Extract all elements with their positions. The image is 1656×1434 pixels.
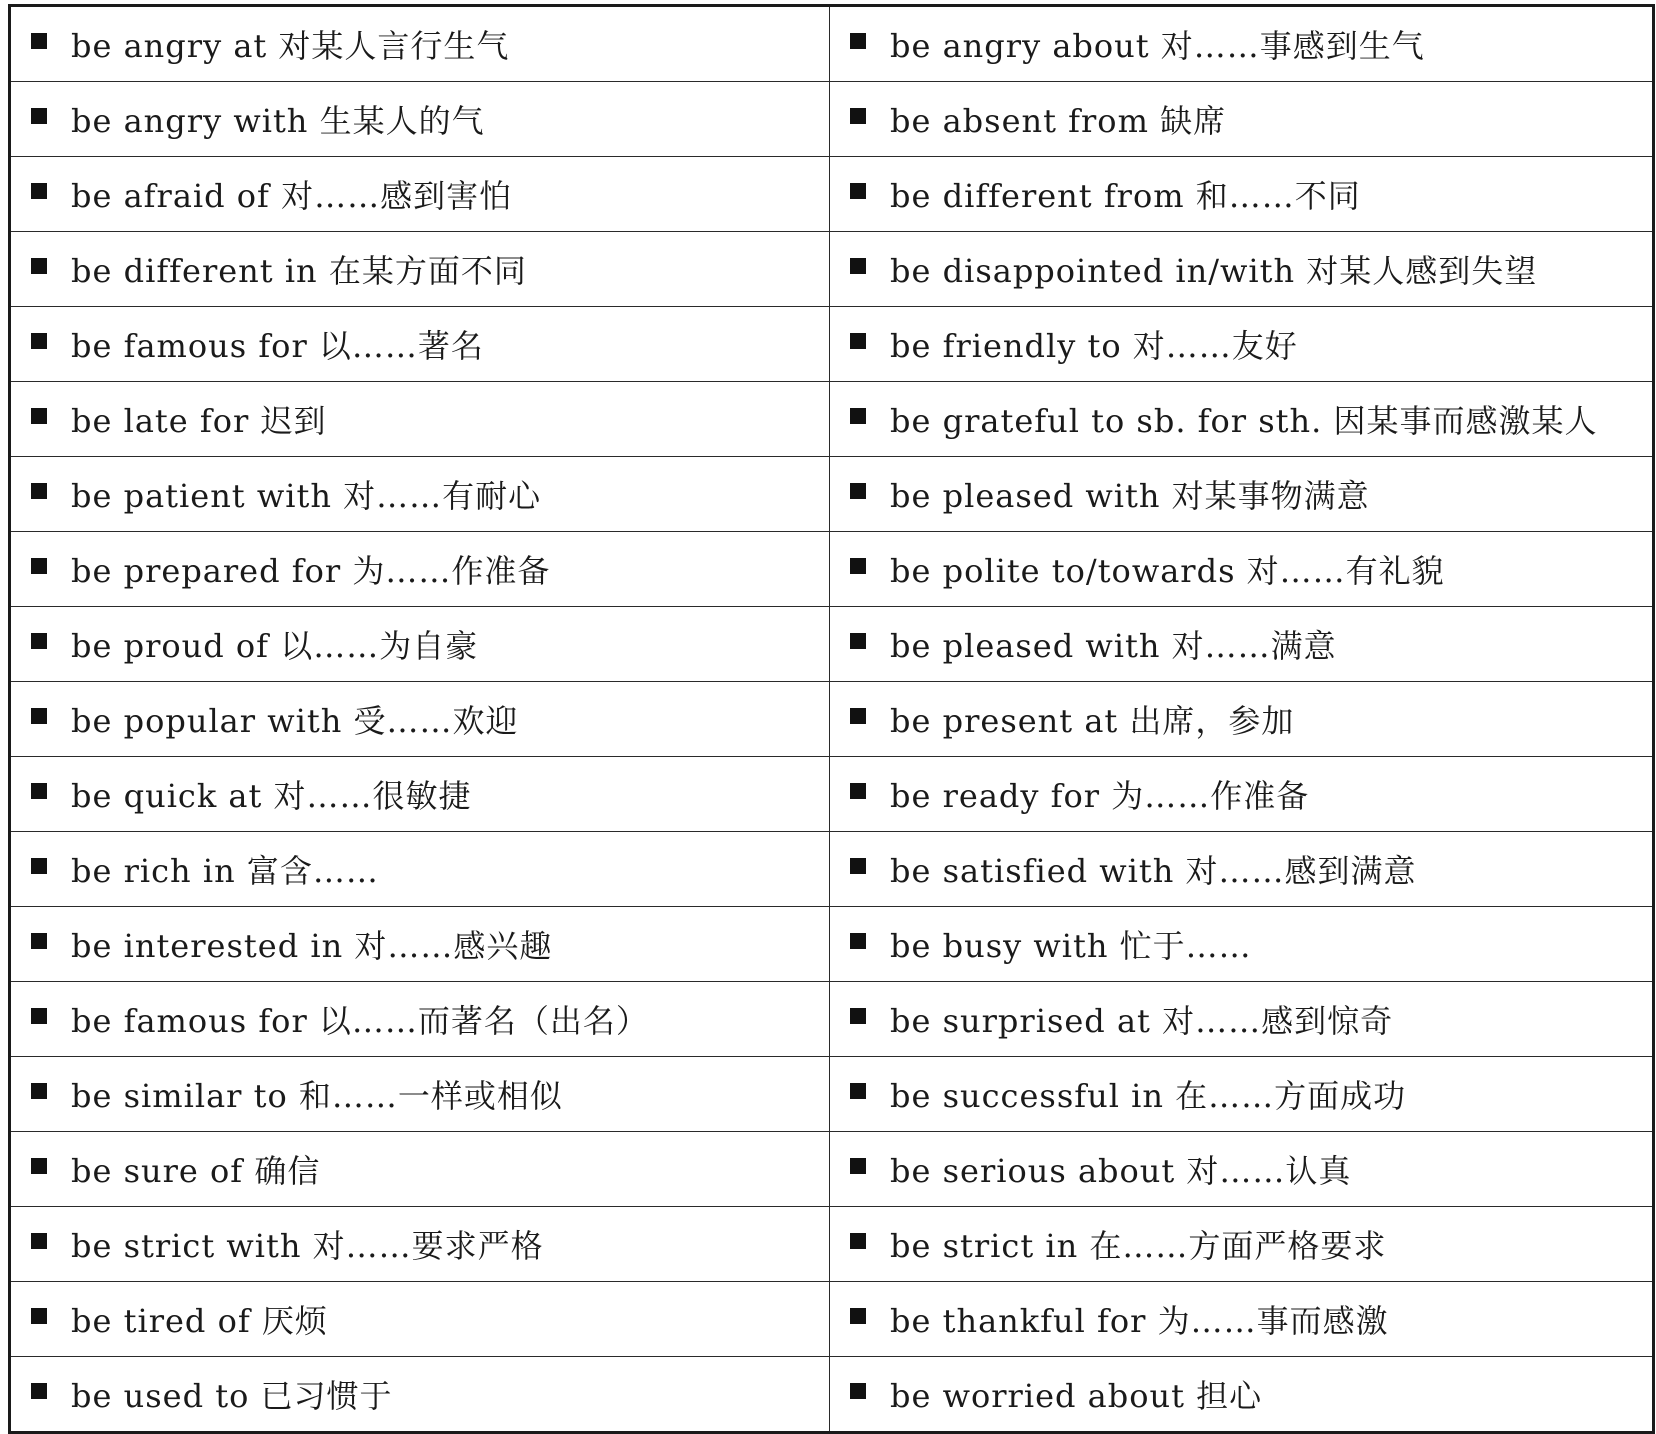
table-row [10, 232, 1654, 307]
phrase-cell-left [10, 607, 830, 682]
phrase-cell-left [10, 532, 830, 607]
table-row [10, 1357, 1654, 1433]
square-bullet-icon [850, 1158, 866, 1174]
phrase-text: be present at 出席，参加 [890, 702, 1295, 740]
phrase-text: be popular with 受……欢迎 [71, 702, 519, 740]
phrase-text: be surprised at 对……感到惊奇 [890, 1002, 1394, 1040]
square-bullet-icon [850, 783, 866, 799]
phrase-cell-left [10, 6, 830, 82]
phrase-text: be late for 迟到 [71, 402, 327, 440]
square-bullet-icon [31, 633, 47, 649]
phrase-cell-right [830, 1057, 1654, 1132]
square-bullet-icon [850, 108, 866, 124]
phrase-text: be used to 已习惯于 [71, 1377, 393, 1415]
phrase-cell-left [10, 307, 830, 382]
phrase-cell-left [10, 907, 830, 982]
phrase-text: be similar to 和……一样或相似 [71, 1077, 563, 1115]
phrase-text: be afraid of 对……感到害怕 [71, 177, 513, 215]
phrase-text: be famous for 以……而著名（出名） [71, 1002, 649, 1040]
phrase-cell-right [830, 607, 1654, 682]
square-bullet-icon [31, 408, 47, 424]
phrase-text: be strict in 在……方面严格要求 [890, 1227, 1387, 1265]
square-bullet-icon [31, 108, 47, 124]
square-bullet-icon [31, 558, 47, 574]
square-bullet-icon [850, 708, 866, 724]
phrase-text: be successful in 在……方面成功 [890, 1077, 1407, 1115]
phrase-cell-left [10, 457, 830, 532]
square-bullet-icon [850, 483, 866, 499]
square-bullet-icon [850, 633, 866, 649]
phrase-text: be absent from 缺席 [890, 102, 1227, 140]
phrase-text: be grateful to sb. for sth. 因某事而感激某人 [890, 402, 1598, 440]
phrase-text: be patient with 对……有耐心 [71, 477, 542, 515]
table-body [10, 6, 1654, 1433]
square-bullet-icon [31, 1308, 47, 1324]
square-bullet-icon [850, 1083, 866, 1099]
square-bullet-icon [31, 1383, 47, 1399]
square-bullet-icon [850, 33, 866, 49]
phrase-cell-left [10, 382, 830, 457]
phrase-cell-right [830, 382, 1654, 457]
phrase-cell-right [830, 457, 1654, 532]
phrase-text: be busy with 忙于…… [890, 927, 1252, 965]
phrase-cell-right [830, 82, 1654, 157]
square-bullet-icon [850, 1383, 866, 1399]
phrase-text: be polite to/towards 对……有礼貌 [890, 552, 1445, 590]
phrase-text: be rich in 富含…… [71, 852, 379, 890]
table-row [10, 982, 1654, 1057]
square-bullet-icon [850, 558, 866, 574]
phrase-cell-right [830, 1282, 1654, 1357]
square-bullet-icon [850, 408, 866, 424]
phrase-text: be different in 在某方面不同 [71, 252, 527, 290]
phrase-cell-right [830, 1132, 1654, 1207]
table-row [10, 157, 1654, 232]
phrase-cell-right [830, 832, 1654, 907]
phrase-cell-left [10, 757, 830, 832]
table-row [10, 1132, 1654, 1207]
phrase-cell-right [830, 1357, 1654, 1433]
phrase-cell-right [830, 157, 1654, 232]
phrase-text: be interested in 对……感兴趣 [71, 927, 553, 965]
table-row [10, 382, 1654, 457]
square-bullet-icon [31, 483, 47, 499]
phrase-cell-right [830, 757, 1654, 832]
square-bullet-icon [850, 933, 866, 949]
square-bullet-icon [850, 183, 866, 199]
square-bullet-icon [31, 1083, 47, 1099]
phrase-text: be pleased with 对某事物满意 [890, 477, 1370, 515]
phrase-cell-left [10, 832, 830, 907]
phrase-cell-left [10, 1357, 830, 1433]
phrase-cell-left [10, 82, 830, 157]
phrase-cell-right [830, 982, 1654, 1057]
phrase-cell-right [830, 682, 1654, 757]
phrase-text: be pleased with 对……满意 [890, 627, 1337, 665]
phrase-cell-left [10, 1207, 830, 1282]
phrase-text: be strict with 对……要求严格 [71, 1227, 544, 1265]
phrase-text: be thankful for 为……事而感激 [890, 1302, 1389, 1340]
phrase-text: be angry at 对某人言行生气 [71, 27, 510, 65]
phrase-cell-right [830, 1207, 1654, 1282]
square-bullet-icon [31, 183, 47, 199]
square-bullet-icon [850, 1233, 866, 1249]
square-bullet-icon [31, 858, 47, 874]
phrase-cell-left [10, 157, 830, 232]
phrase-text: be worried about 担心 [890, 1377, 1263, 1415]
table-row [10, 6, 1654, 82]
phrase-cell-left [10, 1057, 830, 1132]
phrase-cell-left [10, 1132, 830, 1207]
phrase-cell-right [830, 307, 1654, 382]
phrase-cell-left [10, 682, 830, 757]
phrase-cell-right [830, 532, 1654, 607]
phrase-text: be tired of 厌烦 [71, 1302, 328, 1340]
square-bullet-icon [31, 933, 47, 949]
phrase-cell-left [10, 1282, 830, 1357]
table-row [10, 682, 1654, 757]
phrase-table [8, 4, 1655, 1434]
phrase-text: be satisfied with 对……感到满意 [890, 852, 1417, 890]
phrase-text: be angry about 对……事感到生气 [890, 27, 1425, 65]
square-bullet-icon [850, 1308, 866, 1324]
table-row [10, 832, 1654, 907]
table-row [10, 457, 1654, 532]
square-bullet-icon [850, 1008, 866, 1024]
table-row [10, 1057, 1654, 1132]
square-bullet-icon [850, 333, 866, 349]
square-bullet-icon [31, 1233, 47, 1249]
phrase-text: be quick at 对……很敏捷 [71, 777, 472, 815]
phrase-text: be serious about 对……认真 [890, 1152, 1352, 1190]
square-bullet-icon [31, 783, 47, 799]
phrase-text: be proud of 以……为自豪 [71, 627, 479, 665]
square-bullet-icon [31, 708, 47, 724]
phrase-text: be prepared for 为……作准备 [71, 552, 551, 590]
square-bullet-icon [31, 1008, 47, 1024]
phrase-text: be famous for 以……著名 [71, 327, 484, 365]
table-row [10, 1207, 1654, 1282]
table-row [10, 1282, 1654, 1357]
phrase-text: be disappointed in/with 对某人感到失望 [890, 252, 1538, 290]
table-row [10, 532, 1654, 607]
phrase-text: be different from 和……不同 [890, 177, 1361, 215]
square-bullet-icon [31, 1158, 47, 1174]
square-bullet-icon [850, 858, 866, 874]
phrase-text: be ready for 为……作准备 [890, 777, 1310, 815]
phrase-cell-left [10, 982, 830, 1057]
square-bullet-icon [31, 333, 47, 349]
table-row [10, 82, 1654, 157]
phrase-cell-right [830, 907, 1654, 982]
phrase-cell-left [10, 232, 830, 307]
table-row [10, 307, 1654, 382]
square-bullet-icon [31, 33, 47, 49]
phrase-cell-right [830, 232, 1654, 307]
square-bullet-icon [31, 258, 47, 274]
table-row [10, 907, 1654, 982]
phrase-text: be sure of 确信 [71, 1152, 321, 1190]
table-row [10, 607, 1654, 682]
square-bullet-icon [850, 258, 866, 274]
phrase-text: be angry with 生某人的气 [71, 102, 485, 140]
phrase-cell-right [830, 6, 1654, 82]
phrase-text: be friendly to 对……友好 [890, 327, 1298, 365]
table-row [10, 757, 1654, 832]
